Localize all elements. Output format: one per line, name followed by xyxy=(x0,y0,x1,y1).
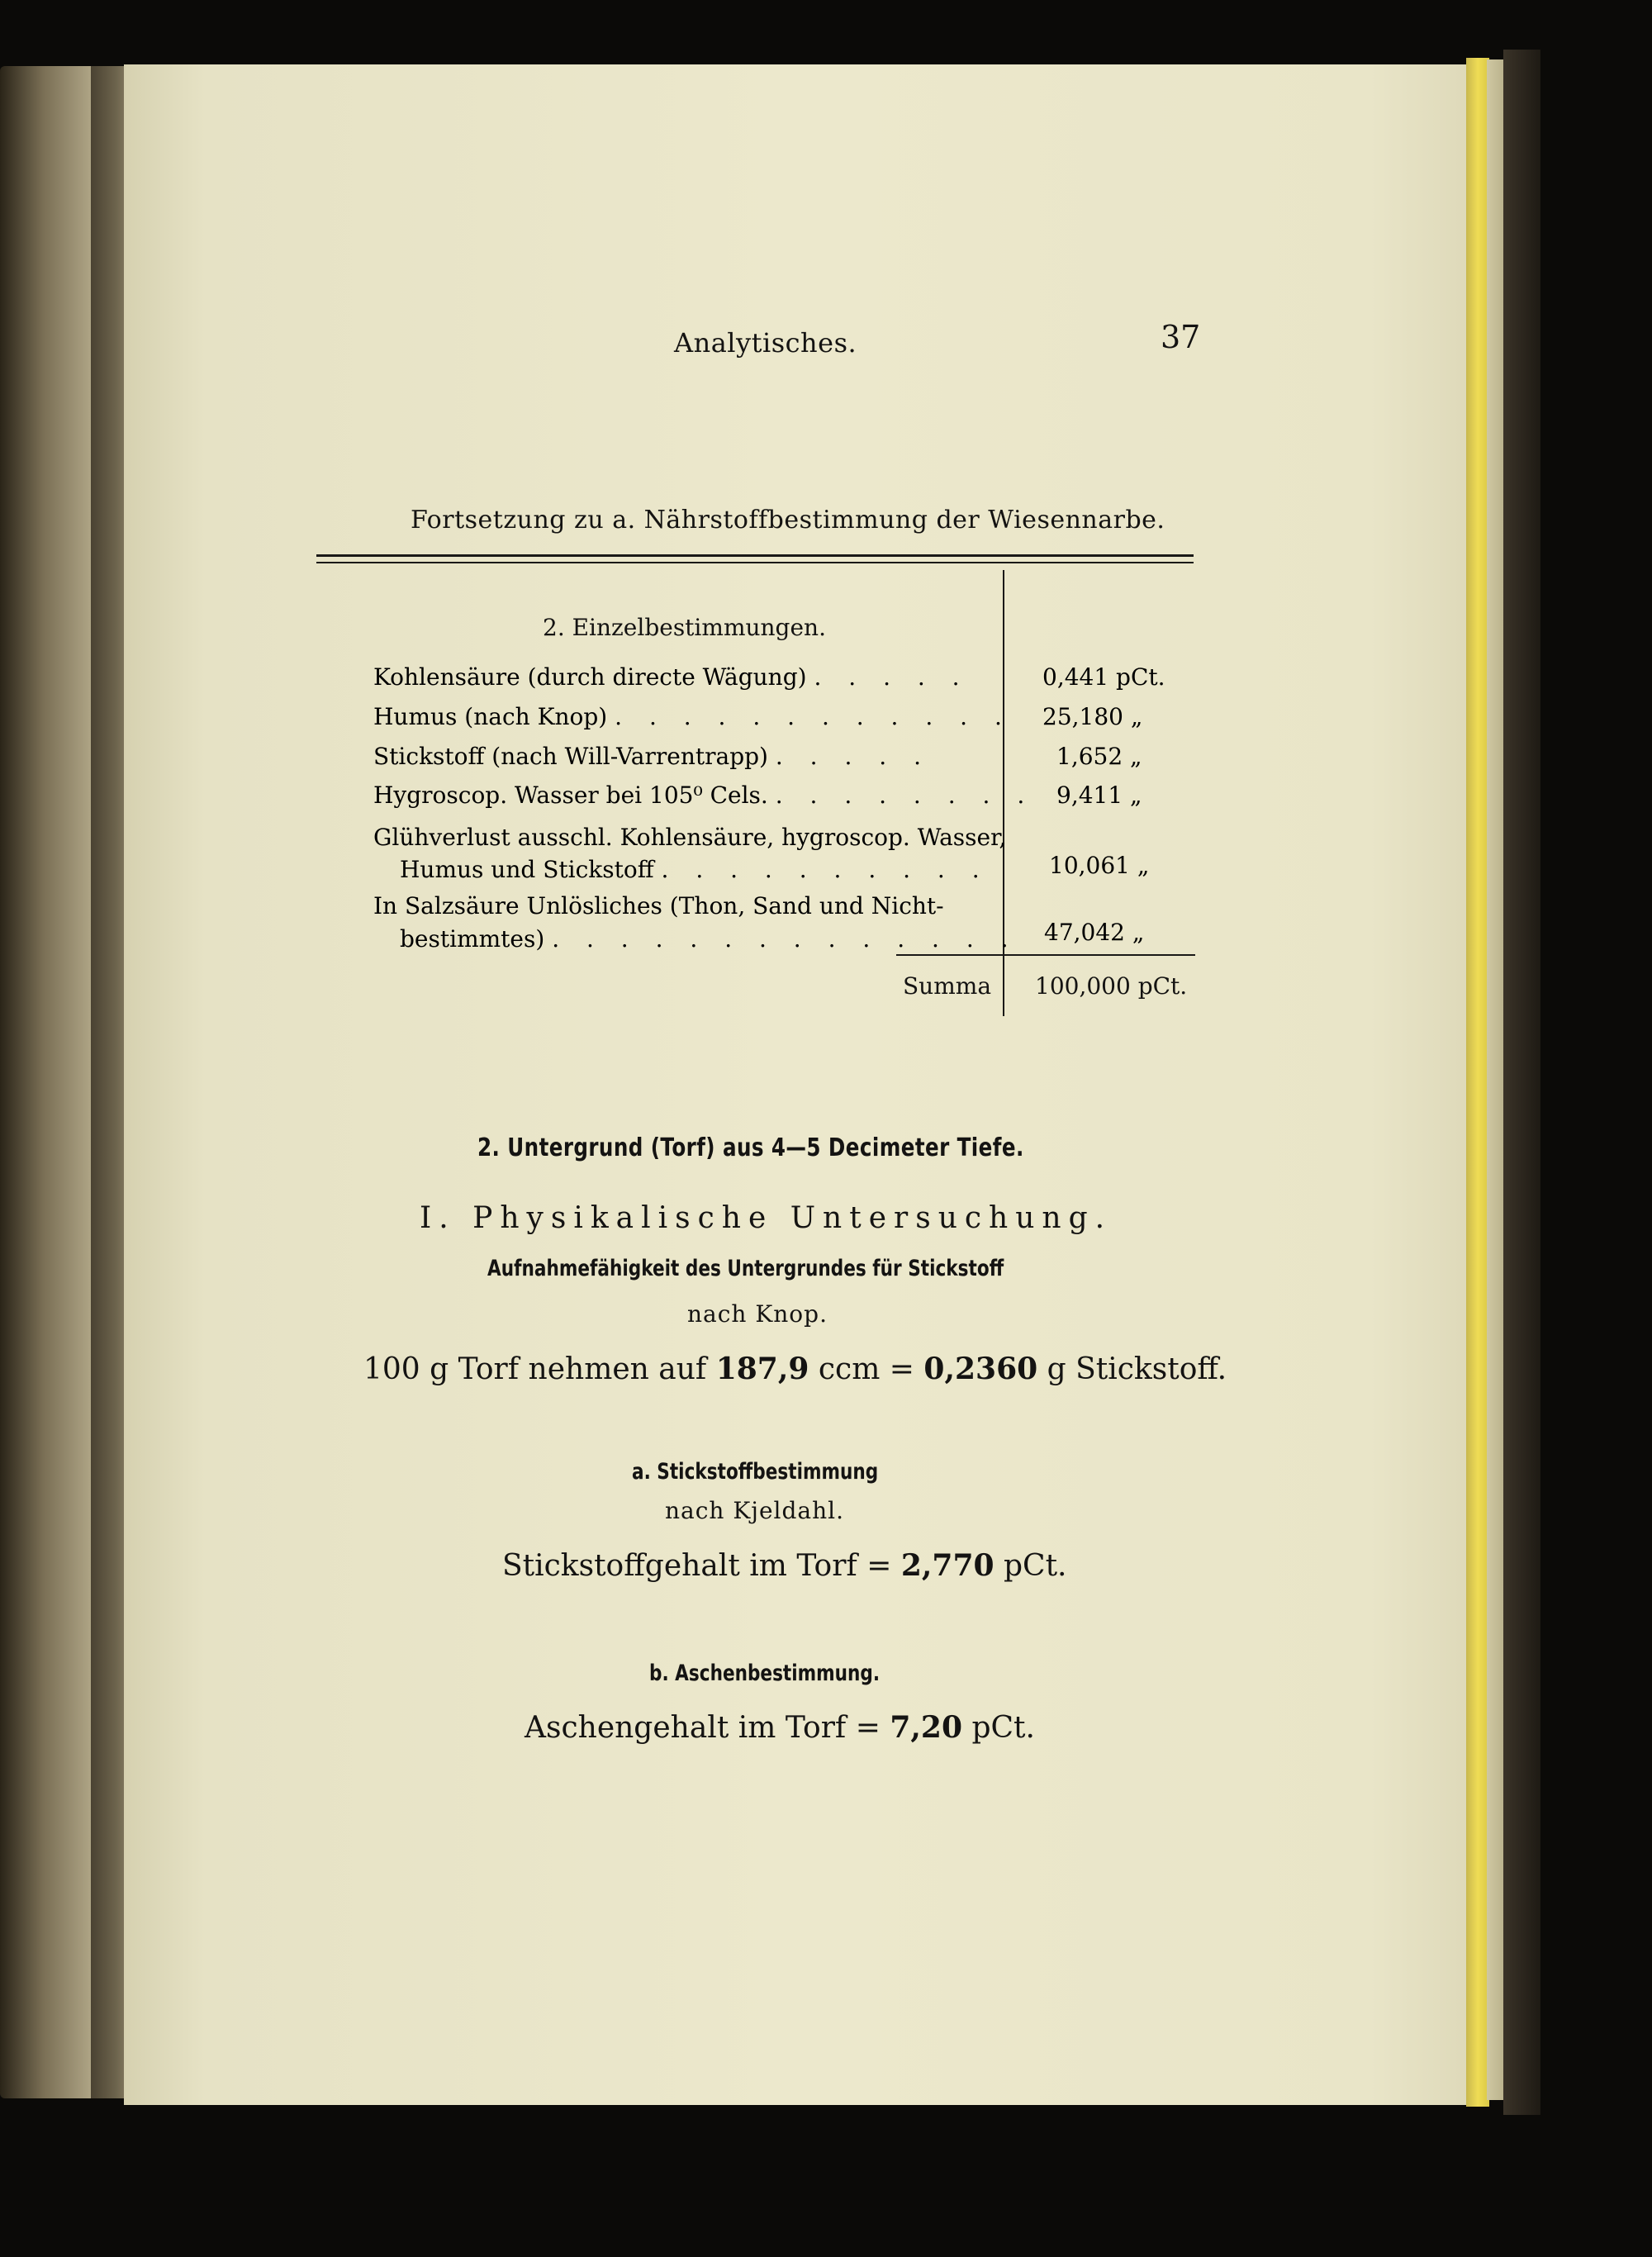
row-value: 25,180 „ xyxy=(1042,703,1143,730)
row-label: In Salzsäure Unlösliches (Thon, Sand und Nicht- xyxy=(373,892,944,919)
row-value: 9,411 „ xyxy=(1056,782,1142,809)
absorption-mass: 0,2360 xyxy=(923,1352,1038,1386)
subsection-heading: I. Physikalische Untersuchung. xyxy=(420,1201,1113,1235)
continuation-title: Fortsetzung zu a. Nährstoffbestimmung der Wiesennarbe. xyxy=(411,506,1165,535)
table-row xyxy=(373,892,944,919)
row-label: Humus und Stickstoff xyxy=(400,856,654,883)
nitrogen-value: 2,770 xyxy=(900,1548,995,1583)
leader-dots: . . . . . . . . . . . . . . xyxy=(552,925,1018,953)
row-label: Kohlensäure (durch directe Wägung) xyxy=(373,663,807,691)
leader-dots: . . . . . . . . xyxy=(775,782,1035,809)
absorption-heading: Aufnahmefähigkeit des Untergrundes für Stickstoff xyxy=(487,1256,1004,1281)
ash-result-line xyxy=(525,1710,1035,1745)
nitrogen-method: nach Kjeldahl. xyxy=(665,1497,844,1524)
row-value: 0,441 pCt. xyxy=(1042,663,1165,691)
page xyxy=(124,64,1479,2105)
summa-label: Summa xyxy=(903,972,992,1000)
table-top-rule xyxy=(316,554,1194,557)
table-subtitle: 2. Einzelbestimmungen. xyxy=(543,614,826,641)
table-row xyxy=(373,703,1012,730)
row-value: 1,652 „ xyxy=(1056,743,1142,770)
leader-dots: . . . . . xyxy=(814,663,970,691)
row-value: 10,061 „ xyxy=(1049,852,1150,879)
row-value: 47,042 „ xyxy=(1044,919,1145,946)
table-top-rule-thin xyxy=(316,562,1194,563)
table-row xyxy=(373,663,970,691)
leader-dots: . . . . . . . . . . . . xyxy=(615,703,1012,730)
absorption-method: nach Knop. xyxy=(687,1300,828,1328)
table-row xyxy=(400,856,990,883)
book-cover-edge xyxy=(1503,50,1540,2115)
page-edges xyxy=(1487,59,1505,2100)
ash-heading: b. Aschenbestimmung. xyxy=(649,1661,881,1686)
section-heading: 2. Untergrund (Torf) aus 4—5 Decimeter Tiefe. xyxy=(477,1133,1024,1162)
row-label: Stickstoff (nach Will-Varrentrapp) xyxy=(373,743,768,770)
nitrogen-result-line xyxy=(502,1548,1067,1583)
summa-value: 100,000 pCt. xyxy=(1035,972,1188,1000)
nitrogen-suffix: pCt. xyxy=(1004,1549,1067,1583)
row-label: bestimmtes) xyxy=(400,925,545,953)
row-label: Humus (nach Knop) xyxy=(373,703,608,730)
absorption-suffix: g Stickstoff. xyxy=(1047,1352,1227,1386)
leader-dots: . . . . . xyxy=(775,743,931,770)
absorption-unit: ccm = xyxy=(818,1352,914,1386)
absorption-result-line xyxy=(363,1352,1227,1386)
nitrogen-heading: a. Stickstoffbestimmung xyxy=(632,1459,879,1485)
running-title: Analytisches. xyxy=(674,327,857,359)
row-label: Hygroscop. Wasser bei 105⁰ Cels. xyxy=(373,782,768,809)
ash-suffix: pCt. xyxy=(971,1711,1035,1745)
absorption-prefix: 100 g Torf nehmen auf xyxy=(363,1352,707,1386)
table-row xyxy=(373,743,931,770)
page-number: 37 xyxy=(1161,319,1201,355)
ash-prefix: Aschengehalt im Torf = xyxy=(525,1711,881,1745)
table-row xyxy=(373,824,1006,851)
page-edge-yellow xyxy=(1466,58,1489,2107)
ash-value: 7,20 xyxy=(890,1710,962,1745)
leader-dots: . . . . . . . . . . xyxy=(661,856,990,883)
sum-rule xyxy=(896,954,1195,956)
nitrogen-prefix: Stickstoffgehalt im Torf = xyxy=(502,1549,892,1583)
table-row xyxy=(373,782,1034,809)
table-row xyxy=(400,925,1018,953)
row-label: Glühverlust ausschl. Kohlensäure, hygroscop. Wasser, xyxy=(373,824,1007,851)
absorption-volume: 187,9 xyxy=(715,1352,809,1386)
